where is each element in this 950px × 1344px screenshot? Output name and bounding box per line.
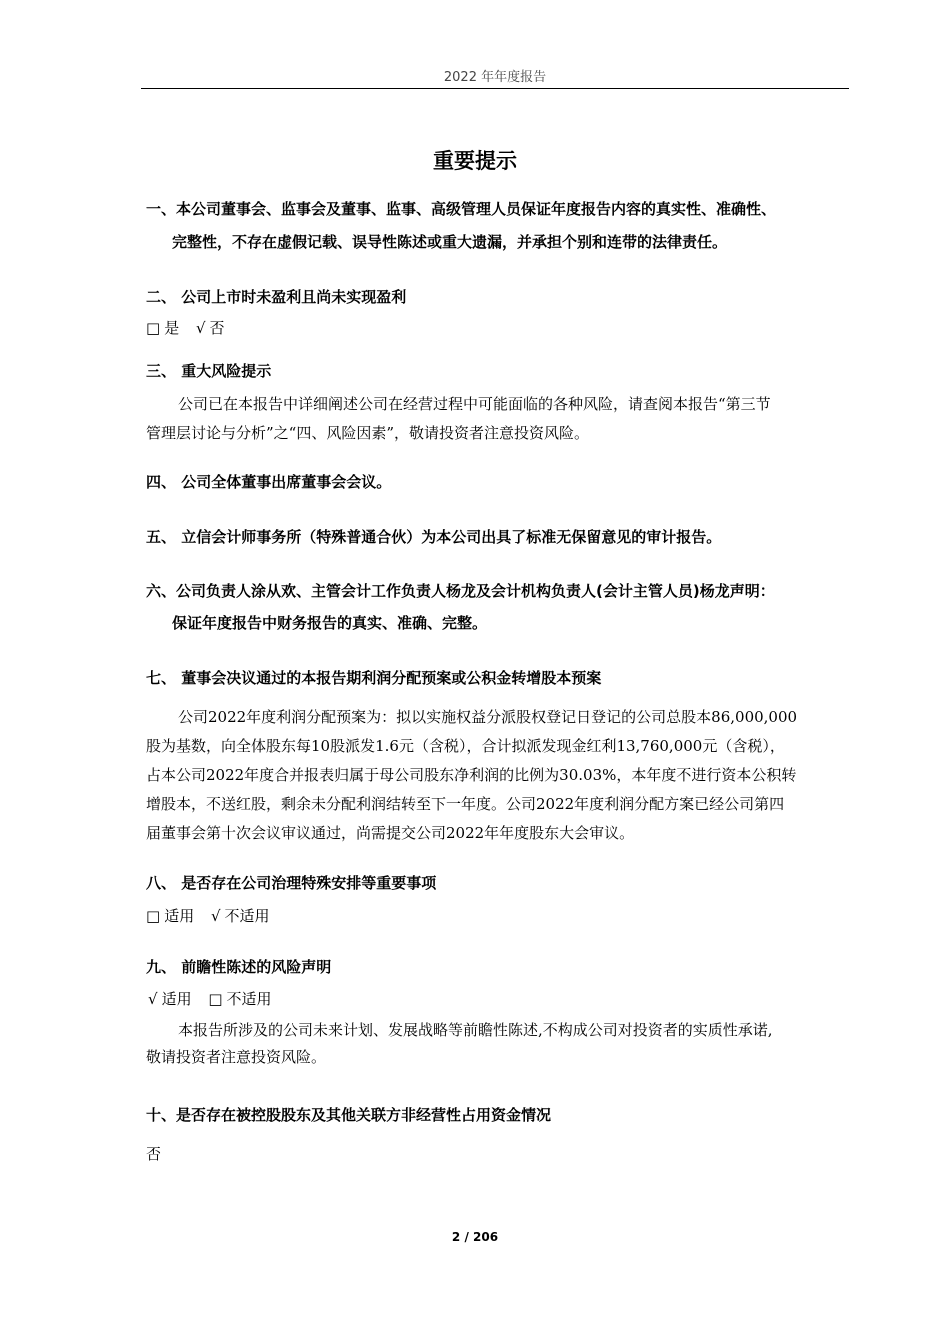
running-header: 2022 年年度报告 <box>443 70 547 85</box>
section-2-options <box>146 317 225 338</box>
page-number: 2 / 206 <box>451 1230 499 1244</box>
section-8-options <box>146 905 270 926</box>
section-7-heading: 七、 董事会决议通过的本报告期利润分配预案或公积金转增股本预案 <box>146 669 602 687</box>
checkbox-unchecked-icon: □ <box>146 319 161 337</box>
section-8-heading: 八、 是否存在公司治理特殊安排等重要事项 <box>146 874 437 892</box>
section-3-para-line-2: 管理层讨论与分析”之“四、风险因素”，敬请投资者注意投资风险。 <box>146 424 590 442</box>
section-7-para-line-1: 公司2022年度利润分配预案为：拟以实施权益分派股权登记日登记的公司总股本86,000,000 <box>178 708 798 726</box>
section-9-options <box>148 988 272 1009</box>
section-7-para-line-5: 届董事会第十次会议审议通过，尚需提交公司2022年年度股东大会审议。 <box>146 824 635 842</box>
section-5-heading: 五、 立信会计师事务所（特殊普通合伙）为本公司出具了标准无保留意见的审计报告。 <box>146 528 722 546</box>
checkmark-icon: √ <box>210 907 221 925</box>
section-10-heading: 十、是否存在被控股股东及其他关联方非经营性占用资金情况 <box>146 1106 552 1124</box>
option-applicable-label: 适用 <box>161 990 192 1008</box>
section-10-answer: 否 <box>146 1145 162 1163</box>
section-7-para-line-3: 占本公司2022年度合并报表归属于母公司股东净利润的比例为30.03%，本年度不进行资本公积转 <box>146 766 797 784</box>
option-not-applicable-label: 不适用 <box>226 990 272 1008</box>
section-1-line-1: 一、本公司董事会、监事会及董事、监事、高级管理人员保证年度报告内容的真实性、准确性、 <box>146 200 777 218</box>
page-title: 重要提示 <box>433 149 517 173</box>
section-6-line-1: 六、公司负责人涂从欢、主管会计工作负责人杨龙及会计机构负责人(会计主管人员)杨龙声明： <box>146 582 775 600</box>
section-9-para-line-1: 本报告所涉及的公司未来计划、发展战略等前瞻性陈述,不构成公司对投资者的实质性承诺, <box>178 1021 773 1039</box>
section-7-para-line-4: 增股本，不送红股，剩余未分配利润结转至下一年度。公司2022年度利润分配方案已经公司第四 <box>146 795 785 813</box>
checkmark-icon: √ <box>148 990 158 1008</box>
option-applicable-label: 适用 <box>164 907 195 925</box>
checkmark-icon: √ <box>195 319 206 337</box>
section-6-line-2: 保证年度报告中财务报告的真实、准确、完整。 <box>172 614 488 632</box>
section-2-heading: 二、 公司上市时未盈利且尚未实现盈利 <box>146 288 407 306</box>
option-not-applicable-label: 不适用 <box>224 907 270 925</box>
section-9-heading: 九、 前瞻性陈述的风险声明 <box>146 958 332 976</box>
option-no-label: 否 <box>209 319 225 337</box>
section-1-line-2: 完整性，不存在虚假记载、误导性陈述或重大遗漏，并承担个别和连带的法律责任。 <box>172 233 728 251</box>
section-7-para-line-2: 股为基数，向全体股东每10股派发1.6元（含税），合计拟派发现金红利13,760,000元（含税）， <box>146 737 785 755</box>
checkbox-unchecked-icon: □ <box>146 907 161 925</box>
section-3-para-line-1: 公司已在本报告中详细阐述公司在经营过程中可能面临的各种风险，请查阅本报告“第三节 <box>178 395 771 413</box>
checkbox-unchecked-icon: □ <box>208 990 223 1008</box>
section-9-para-line-2: 敬请投资者注意投资风险。 <box>146 1048 327 1066</box>
section-3-heading: 三、 重大风险提示 <box>146 362 272 380</box>
section-4-heading: 四、 公司全体董事出席董事会会议。 <box>146 473 392 491</box>
option-yes-label: 是 <box>164 319 180 337</box>
header-rule <box>141 88 849 89</box>
